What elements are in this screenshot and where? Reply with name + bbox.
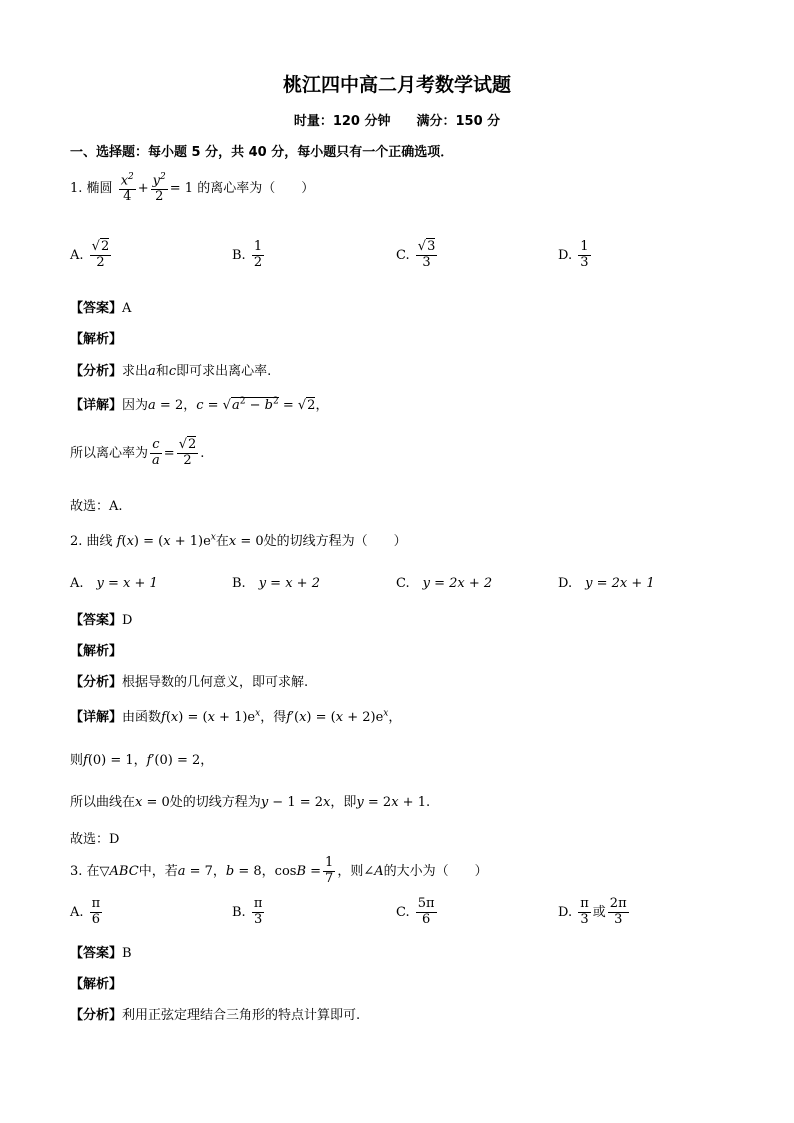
q3-option-b: B. $\frac{\pi}{3}$ bbox=[232, 896, 263, 927]
exam-info: 时量：120 分钟 满分：150 分 bbox=[293, 114, 501, 129]
q3-option-d: D. $\frac{\pi}{3}$ 或 $\frac{2\pi}{3}$ bbox=[558, 896, 627, 927]
option-d-value: $\frac{1}{3}$ bbox=[580, 239, 589, 270]
q3-option-a: A. $\frac{\pi}{6}$ bbox=[70, 896, 101, 927]
q2-option-d: D. y = 2x + 1 bbox=[558, 576, 655, 591]
question-1-stem: 1. 椭圆 $\frac{x^2}{4}$ + $\frac{y^2}{2}$ = 1 的离心率为（ ） bbox=[70, 172, 315, 205]
option-b-value: y = x + 2 bbox=[258, 576, 320, 591]
q1-analysis-tag: 【解析】 bbox=[70, 332, 123, 347]
option-a-value: $\frac{√2}{2}$ bbox=[91, 239, 110, 270]
ellipse-term-y: $\frac{y^2}{2}$ bbox=[152, 172, 166, 205]
option-d-value: y = 2x + 1 bbox=[585, 576, 655, 591]
question-2-stem: 2. 曲线 $f(x) = (x + 1)e^x$在x = 0处的切线方程为（ ） bbox=[70, 532, 407, 549]
q1-option-a: A. $\frac{√2}{2}$ bbox=[70, 239, 110, 270]
q1-number: 1. 椭圆 bbox=[70, 181, 113, 197]
q3-answer: 【答案】B bbox=[70, 946, 132, 961]
question-3-stem: 3. 在▽ABC中，若a = 7，b = 8，cosB = $\frac{1}{7}$ ，则∠A的大小为（ ） bbox=[70, 855, 488, 886]
q3-analysis-tag: 【解析】 bbox=[70, 977, 123, 992]
q2-analysis-tag: 【解析】 bbox=[70, 644, 123, 659]
option-c-value: y = 2x + 2 bbox=[422, 576, 493, 591]
q3-fenxi: 【分析】利用正弦定理结合三角形的特点计算即可. bbox=[70, 1008, 361, 1023]
q2-choose: 故选：D bbox=[70, 832, 120, 847]
q1-option-b: B. $\frac{1}{2}$ bbox=[232, 239, 263, 270]
ellipse-term-x: $\frac{x^2}{4}$ bbox=[120, 172, 134, 205]
q3-option-c: C. $\frac{5\pi}{6}$ bbox=[396, 896, 435, 927]
q1-detail: 【详解】因为a = 2，$c = √a^2 - b^2 = √2$， bbox=[70, 396, 329, 413]
q1-option-d: D. $\frac{1}{3}$ bbox=[558, 239, 589, 270]
option-a-value: y = x + 1 bbox=[96, 576, 158, 591]
q1-stem-tail: 的离心率为（ ） bbox=[197, 181, 315, 197]
q2-detail: 【详解】由函数$f(x) = (x + 1)e^x$，得$f'(x) = (x + 2)e^x$， bbox=[70, 708, 402, 725]
q2-fenxi: 【分析】根据导数的几何意义，即可求解. bbox=[70, 675, 309, 690]
q1-answer: 【答案】A bbox=[70, 301, 132, 316]
q2-option-a: A. y = x + 1 bbox=[70, 576, 158, 591]
q2-answer: 【答案】D bbox=[70, 613, 133, 628]
q2-option-c: C. y = 2x + 2 bbox=[396, 576, 493, 591]
option-c-value: $\frac{√3}{3}$ bbox=[417, 239, 436, 270]
page-title: 桃江四中高二月考数学试题 bbox=[282, 74, 511, 96]
q2-option-b: B. y = x + 2 bbox=[232, 576, 320, 591]
q1-fenxi: 【分析】求出a和c即可求出离心率. bbox=[70, 364, 272, 379]
section-heading: 一、选择题：每小题 5 分，共 40 分，每小题只有一个正确选项． bbox=[70, 145, 454, 160]
q2-conclusion: 所以曲线在x = 0处的切线方程为y − 1 = 2x，即y = 2x + 1. bbox=[70, 795, 431, 810]
q1-eccentricity: 所以离心率为 $\frac{c}{a}$ = $\frac{√2}{2}$ . bbox=[70, 437, 205, 468]
q1-choose: 故选：A. bbox=[70, 499, 123, 514]
q1-option-c: C. $\frac{√3}{3}$ bbox=[396, 239, 436, 270]
option-b-value: $\frac{1}{2}$ bbox=[253, 239, 263, 270]
q2-values: 则f(0) = 1，f′(0) = 2， bbox=[70, 753, 214, 768]
